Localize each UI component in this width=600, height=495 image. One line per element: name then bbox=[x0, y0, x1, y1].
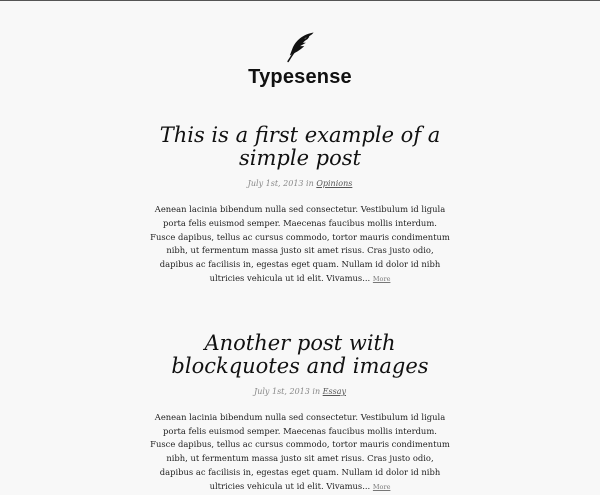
post-excerpt bbox=[150, 203, 450, 287]
category-link[interactable]: Essay bbox=[322, 386, 346, 396]
feather-icon[interactable] bbox=[283, 30, 317, 64]
post-title[interactable]: Another post with blockquotes and images bbox=[171, 330, 429, 378]
post-excerpt bbox=[150, 411, 450, 495]
post-excerpt-text: Aenean lacinia bibendum nulla sed consectetur. Vestibulum id ligula porta felis euismod semper. Maecenas faucibus mollis interdum. Fusce dapibus, tellus ac cursus commodo, tortor mauris condimentum nibh, ut fermentum massa justo sit amet risus. Cras justo odio, dapibus ac facilisis in, egestas eget quam. Nullam id dolor id nibh ultricies vehicula ut id elit. Vivamus... bbox=[150, 411, 450, 491]
post-excerpt-text: Aenean lacinia bibendum nulla sed consectetur. Vestibulum id ligula porta felis euismod semper. Maecenas faucibus mollis interdum. Fusce dapibus, tellus ac cursus commodo, tortor mauris condimentum nibh, ut fermentum massa justo sit amet risus. Cras justo odio, dapibus ac facilisis in, egestas eget quam. Nullam id dolor id nibh ultricies vehicula ut id elit. Vivamus... bbox=[150, 204, 450, 283]
post-title[interactable]: This is a first example of a simple post bbox=[159, 123, 441, 170]
post-1 bbox=[150, 124, 450, 287]
site-header bbox=[0, 30, 600, 89]
post-meta bbox=[150, 387, 450, 396]
post-2 bbox=[150, 332, 450, 495]
category-link[interactable]: Opinions bbox=[316, 179, 353, 188]
more-link[interactable]: More bbox=[372, 274, 391, 283]
post-meta-in: in bbox=[312, 386, 321, 396]
site-title[interactable]: Typesense bbox=[248, 66, 352, 88]
post-meta-in: in bbox=[306, 179, 314, 188]
post-date: July 1st, 2013 bbox=[254, 386, 310, 396]
post-date: July 1st, 2013 bbox=[247, 179, 304, 188]
post-meta bbox=[150, 179, 450, 188]
more-link[interactable]: More bbox=[372, 482, 391, 491]
